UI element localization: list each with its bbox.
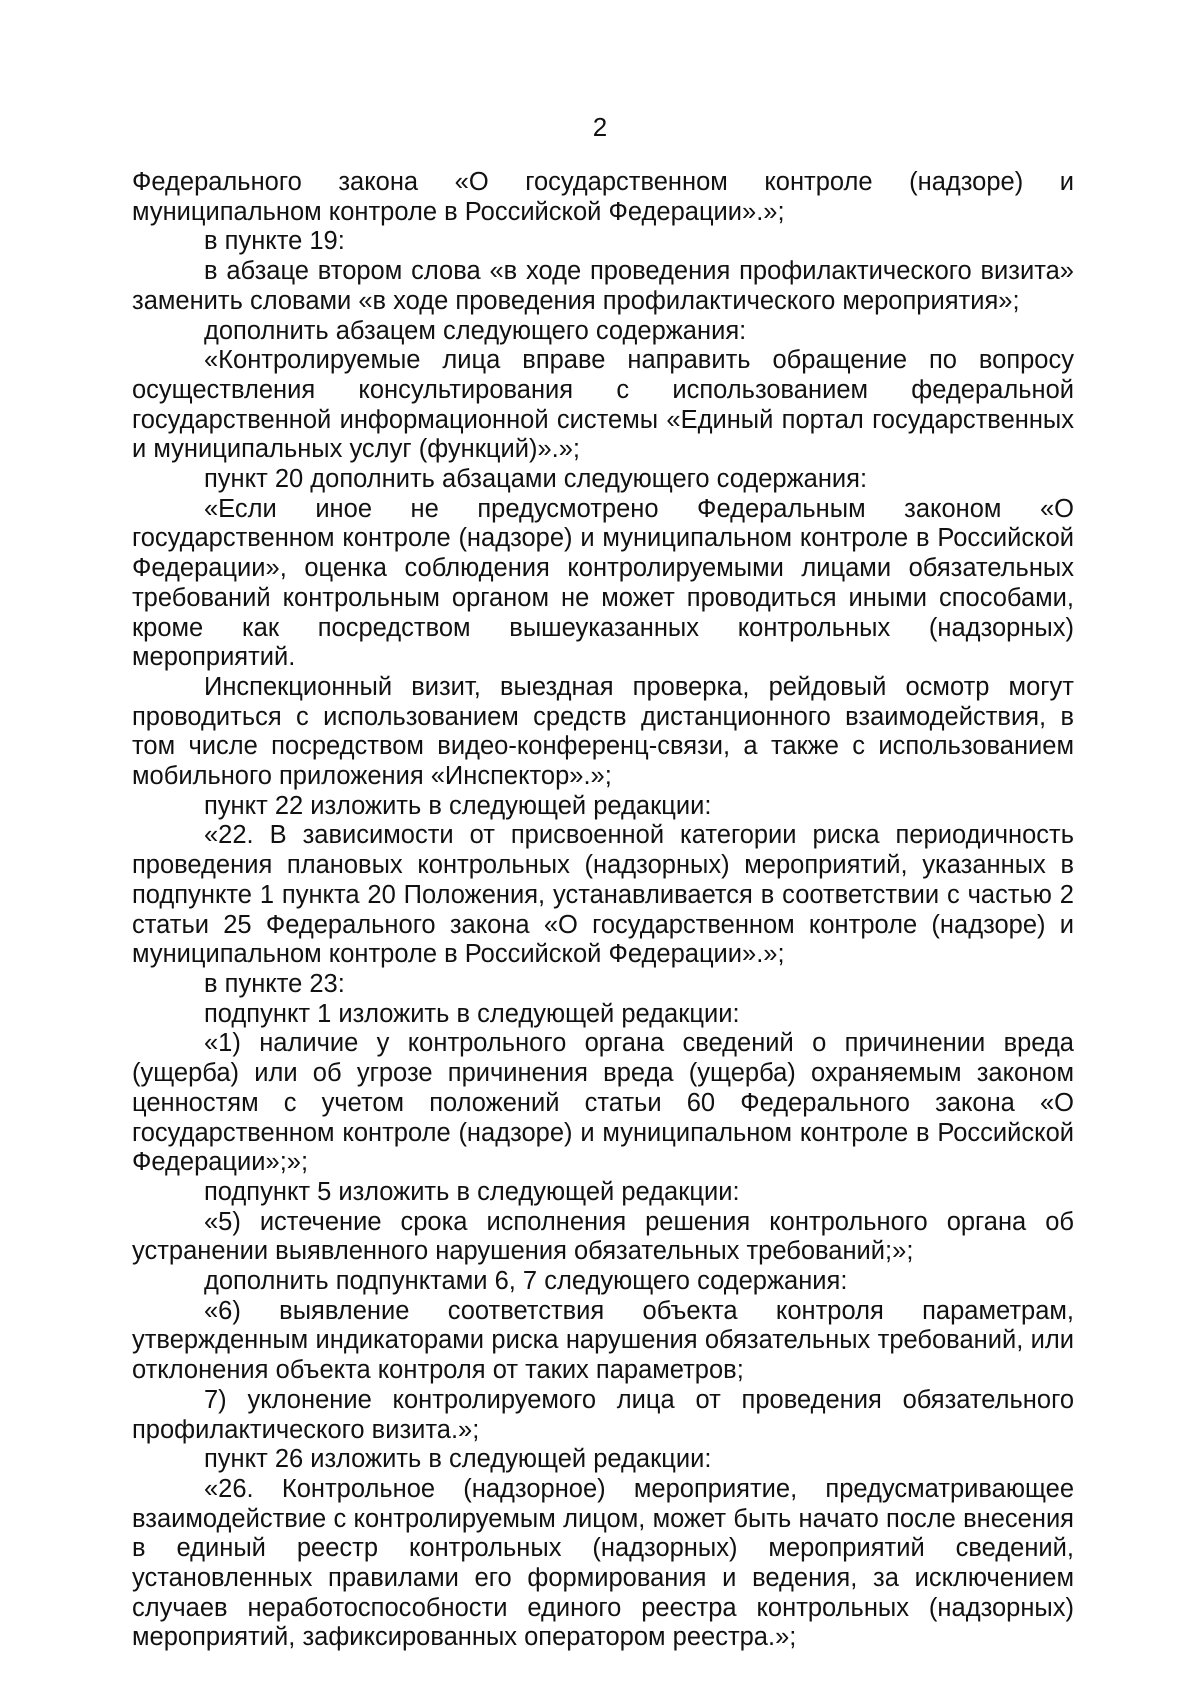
paragraph: пункт 26 изложить в следующей редакции:	[204, 1445, 712, 1474]
page-number: 2	[592, 112, 608, 142]
paragraph: подпункт 5 изложить в следующей редакции:	[204, 1177, 740, 1206]
paragraph: «5) истечение срока исполнения решения контрольного органа об устранении выявленного нарушения обязательных требований;»;	[132, 1207, 1074, 1266]
paragraph: «22. В зависимости от присвоенной категории риска периодичность проведения плановых контрольных (надзорных) мероприятий, указанных в подпункте 1 пункта 20 Положения, устанавливается в соответствии с частью 2 статьи 25 Федерального закона «О государственном контроле (надзоре) и муниципальном контроле в Российской Федерации».»;	[132, 821, 1074, 969]
paragraph: «26. Контрольное (надзорное) мероприятие, предусматривающее взаимодействие с контролируемым лицом, может быть начато после внесения в единый реестр контрольных (надзорных) мероприятий сведений, установленных правилами его формирования и ведения, за исключением случаев неработоспособности единого реестра контрольных (надзорных) мероприятий, зафиксированных оператором реестра.»;	[132, 1474, 1074, 1652]
paragraph: «Контролируемые лица вправе направить обращение по вопросу осуществления консультирования с использованием федеральной государственной информационной системы «Единый портал государственных и муниципальных услуг (функций)».»;	[132, 346, 1074, 464]
paragraph: подпункт 1 изложить в следующей редакции:	[204, 999, 740, 1028]
paragraph: пункт 20 дополнить абзацами следующего содержания:	[204, 465, 868, 494]
paragraph: в абзаце втором слова «в ходе проведения профилактического визита» заменить словами «в ходе проведения профилактического мероприятия»;	[132, 257, 1074, 315]
paragraph: дополнить подпунктами 6, 7 следующего содержания:	[204, 1267, 848, 1296]
paragraph: Инспекционный визит, выездная проверка, рейдовый осмотр могут проводиться с использованием средств дистанционного взаимодействия, в том числе посредством видео-конференц-связи, а также с использованием мобильного приложения «Инспектор».»;	[132, 672, 1074, 791]
paragraph: «Если иное не предусмотрено Федеральным законом «О государственном контроле (надзоре) и муниципальном контроле в Российской Федерации», оценка соблюдения контролируемыми лицами обязательных требований контрольным органом не может проводиться иными способами, кроме как посредством вышеуказанных контрольных (надзорных) мероприятий.	[132, 494, 1074, 672]
paragraph: в пункте 23:	[204, 969, 345, 998]
paragraph: пункт 22 изложить в следующей редакции:	[204, 791, 712, 820]
paragraph: «6) выявление соответствия объекта контроля параметрам, утвержденным индикаторами риска нарушения обязательных требований, или отклонения объекта контроля от таких параметров;	[132, 1296, 1074, 1385]
paragraph: Федерального закона «О государственном контроле (надзоре) и муниципальном контроле в Российской Федерации».»;	[132, 168, 1074, 226]
paragraph: в пункте 19:	[204, 227, 345, 256]
paragraph: «1) наличие у контрольного органа сведений о причинении вреда (ущерба) или об угрозе причинения вреда (ущерба) охраняемым законом ценностям с учетом положений статьи 60 Федерального закона «О государственном контроле (надзоре) и муниципальном контроле в Российской Федерации»;»;	[132, 1029, 1074, 1177]
document-body	[132, 168, 1074, 1653]
paragraph: дополнить абзацем следующего содержания:	[204, 316, 747, 345]
paragraph: 7) уклонение контролируемого лица от проведения обязательного профилактического визита.»;	[132, 1385, 1074, 1444]
